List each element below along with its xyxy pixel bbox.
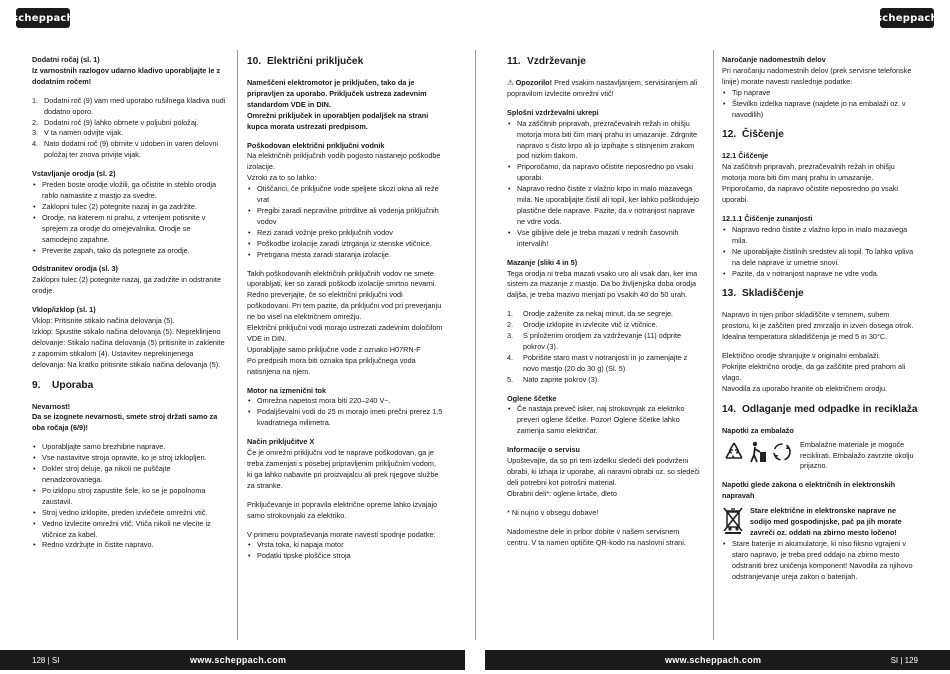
list-item: • Orodje, na katerem ni prahu, z vrtenjem potisnite v sprejem za orodje do omejevalnika. Orodje se samodejno zapahne. [32, 213, 228, 246]
paragraph: Pri naročanju nadomestnih delov (prek servisne telefonske linije) morate navesti naslednje podatke: [722, 65, 912, 86]
paragraph: Tega orodja ni treba mazati vsako uro ali vsak dan, ker ima sistem za mazanje z mastjo. Da bo življenjska doba orodja daljša, je treba mazivo menjati po vsakih 40 do 50 urah. [507, 268, 698, 300]
bullet-list [722, 88, 918, 121]
bullet-list [247, 184, 443, 260]
recycle-arrows-icon [770, 440, 794, 464]
section-title: Naročanje nadomestnih delov [722, 55, 826, 64]
column-2 [247, 55, 443, 570]
list-item: • Omrežna napetost mora biti 220–240 V~. [247, 396, 443, 407]
list-item: • Rezi zaradi vožnje preko priključnih vodov [247, 228, 443, 239]
paragraph: Napravo in njen pribor skladiščite v temnem, suhem prostoru, ki je zaščiten pred zmrzaljo in izven dosega otrok. Idealna temperatura skladiščenja je med 5 in 30°C. [722, 310, 914, 342]
list-item: • Ne uporabljajte čistilnih sredstev ali topil. To lahko vpliva na dele naprave iz umetne snovi. [722, 247, 918, 269]
paragraph: Stare električne in elektronske naprave ne sodijo med gospodinjske, pač pa jih morate zavreči oz. oddati na zbirno mesto ločeno! [750, 506, 902, 537]
paragraph: Na električnih priključnih vodih pogosto nastanejo poškodbe izolacije. [247, 151, 441, 172]
column-4 [722, 55, 918, 591]
column-divider [713, 50, 714, 640]
list-item: • Vse gibljive dele je treba mazati v rednih časovnih intervalih! [507, 228, 703, 250]
list-item: • Preverite zapah, tako da potegnete za orodje. [32, 246, 228, 257]
packaging-note [722, 440, 918, 473]
bullet-list [507, 404, 703, 437]
list-item: 2. Dodatni roč (9) lahko obrnete v poljubni položaj. [32, 117, 199, 127]
section-title: 12.1.1 Čiščenje zunanjosti [722, 213, 813, 223]
paragraph: Embalažne materiale je mogoče reciklirati. Embalažo zavrzite okolju prijazno. [800, 439, 914, 471]
list-item: • Vse nastavitve stroja opravite, ko je stroj izklopljen. [32, 453, 228, 464]
bullet-list [247, 540, 443, 562]
section-title: Način priključitve X [247, 437, 315, 447]
list-item: • Dokler stroj deluje, ga nikoli ne puščajte nenadzorovanega. [32, 464, 228, 486]
footer-right [485, 650, 950, 670]
column-3 [507, 55, 703, 556]
list-item: • Otiščanci, če priključne vode speljete skozi okna ali reže vrat [247, 184, 443, 206]
section-title: Dodatni ročaj (sl. 1) [32, 55, 100, 64]
paragraph: Upoštevajte, da so pri tem izdelku sledeči deli podvrženi obrabi, ki izhaja iz uporabe, ali naravni obrabi oz. so sledeči deli potrebni kot potrošni material. [507, 456, 700, 487]
bullet-list [32, 442, 228, 551]
steps-list [507, 309, 703, 385]
crossed-bin-icon [722, 506, 744, 534]
brand-logo: scheppach [16, 8, 70, 28]
recycle-icon [722, 440, 746, 464]
bullet-list [722, 539, 918, 583]
paragraph: Električni priključni vodi morajo ustrezati zadevnim določilom VDE in DIN. [247, 323, 443, 343]
paragraph: Po predpisih mora biti oznaka tipa priključnega voda natisnjena na njem. [247, 355, 416, 376]
section-title: Motor na izmenični tok [247, 385, 327, 395]
list-item: • Napravo redno čistite z vlažno krpo in malo mazavega mila. [722, 225, 918, 247]
list-item: 3. S priloženim orodjem za vzdrževanje (11) odprite pokrov (3). [507, 331, 682, 351]
bullet-list [32, 180, 228, 256]
page-number: 128 | SI [32, 655, 60, 665]
chapter-heading: 12. Čiščenje [722, 129, 784, 141]
brand-logo: scheppach [880, 8, 934, 28]
weee-note [722, 506, 918, 539]
paragraph: Nadomestne dele in pribor dobite v našem servisnem centru. V ta namen optičite QR-kodo na naslovni strani. [507, 526, 686, 547]
footnote: * Ni nujno v obsegu dobave! [507, 507, 599, 517]
list-item: 1. Orodje zaženite za nekaj minut, da se segreje. [507, 309, 674, 319]
warning-title: Nevarnost! [32, 401, 71, 411]
list-item: • Številko izdelka naprave (najdete jo na embalaži oz. v navodilih) [722, 99, 918, 121]
list-item: • Pregibi zaradi nepravilne pritrditve ali vodenja priključnih vodov [247, 206, 443, 228]
chapter-heading: 13. Skladiščenje [722, 288, 804, 300]
paragraph: Priključevanje in popravila električne opreme lahko izvajajo samo strokovnjaki za elektriko. [247, 499, 438, 520]
paragraph: Izklop: Spustite stikalo načina delovanja (5). Nepreklinjeno delovanje: Stikalo načina delovanja (5) pritisnite in zaklenite z zapornim stikalom (4). Ustavitev neprekinjenega delovanja: Na kratko pritisnite stikalo načina delovanja (5). [32, 326, 225, 369]
list-item: • Uporabljajte samo brezhibne naprave. [32, 442, 228, 453]
website-link[interactable]: www.scheppach.com [190, 655, 287, 665]
paragraph: Če je omrežni priključni vod te naprave poškodovan, ga je treba zamenjati s posebej pripravljenim priključnim vodom, ki ga lahko nabavite pri proizvajalcu ali prek njegove službe za stranke. [247, 448, 439, 490]
list-item: • Pretrgana mesta zaradi staranja izolacije. [247, 250, 443, 261]
paragraph: Omrežni priključek in uporabljen podaljšek na strani kupca morata ustrezati predpisom. [247, 110, 429, 131]
list-item: • Vedno izvlecite omrežni vtič. Vtiča nikoli ne vlecite iz vtičnice za kabel. [32, 519, 228, 541]
list-item: 5. Nato zaprite pokrov (3). [507, 374, 600, 384]
warning-text: Iz varnostnih razlogov udarno kladivo uporabljajte le z dodatnim ročem! [32, 65, 221, 86]
section-title: Vklop/izklop (sl. 1) [32, 305, 96, 315]
chapter-heading: 14. Odlaganje med odpadke in reciklaža [722, 403, 918, 415]
recycling-icons [722, 440, 794, 473]
paragraph: Električno orodje shranjujte v originalni embalaži. [722, 351, 881, 361]
footer-left [0, 650, 465, 670]
paragraph: Uporabljajte samo priključne vode z oznako H07RN-F [247, 344, 421, 354]
list-item: 4. Nato dodatni roč (9) obrnite v udoben in varen delovni položaj ter znova privijte vijak. [32, 139, 219, 160]
section-title: Mazanje (sliki 4 in 5) [507, 257, 578, 267]
chapter-heading: 11. Vzdrževanje [507, 56, 586, 67]
list-item: • Po izklopu stroj zapustite šele, ko se je popolnoma zaustavil. [32, 486, 228, 508]
list-item: 3. V ta namen odvijte vijak. [32, 128, 124, 138]
list-item: • Poškodbe izolacije zaradi iztrganja iz stenske vtičnice. [247, 239, 443, 250]
paragraph: Vzroki za to so lahko: [247, 173, 317, 183]
paragraph: Pokrijte električno orodje, da ga zaščitite pred prahom ali vlago. [722, 362, 906, 382]
section-title: Poškodovan električni priključni vodnik [247, 140, 385, 150]
list-item: • Tip naprave [722, 88, 918, 99]
list-item: • Priporočamo, da napravo očistite neposredno po vsaki uporabi. [507, 162, 703, 184]
paragraph: Nameščeni elektromotor je priključen, tako da je pripravljen za uporabo. Priključek ustreza zadevnim standardom VDE in DIN. [247, 78, 427, 109]
list-item: • Stroj vedno izklopite, preden izvlečete omrežni vtič. [32, 508, 228, 519]
list-item: • Stare baterije in akumulatorje, ki niso fiksno vgrajeni v staro napravo, je treba pred oddajo na zbirno mesto odstraniti brez uničenja komponent! Navodila za njihovo odstranjevanje ureja zakon o baterijah. [722, 539, 918, 583]
page-number: SI | 129 [890, 655, 918, 665]
section-title: Napotki za embalažo [722, 425, 794, 435]
page-gutter [475, 50, 476, 640]
paragraph: Na zaščitnih pripravah, prezračevalnih režah in ohišju motorja mora biti čim manj prahu in umazanije. Priporočamo, da napravo očistite neposredno po vsaki uporabi. [722, 162, 899, 205]
list-item: • Pazite, da v notranjost naprave ne vdre voda. [722, 269, 918, 280]
section-title: Informacije o servisu [507, 445, 580, 455]
steps-list [32, 96, 228, 161]
list-item: 4. Pobrišite staro mast v notranjosti in jo zamenjajte z novo mastjo (20 do 30 g) (Sl. 5) [507, 352, 688, 373]
caution-note: ⚠ Opozorilo! Pred vsakim nastavljanjem, servisiranjem ali popravilom izvlecite omrežni vtič! [507, 78, 698, 98]
paragraph: Redno preverjajte, če so električni priključni vodi poškodovani. Pri tem pazite, da priključni vod pri preverjanju ne bo visel na električnem omrežju. [247, 290, 442, 322]
chapter-heading: 10. Električni priključek [247, 56, 364, 67]
chapter-heading: 9. Uporaba [32, 379, 94, 391]
bullet-list [722, 225, 918, 280]
section-title: Odstranitev orodja (sl. 3) [32, 264, 118, 274]
list-item: • Preden boste orodje vložili, ga očistite in steblo orodja rahlo namastite z mastjo za svedre. [32, 180, 228, 202]
section-title: Vstavljanje orodja (sl. 2) [32, 169, 116, 179]
tidy-man-icon [748, 440, 768, 464]
paragraph: Navodila za uporabo hranite ob električnem orodju. [722, 383, 888, 393]
section-title: 12.1 Čiščenje [722, 151, 769, 161]
paragraph: Obrabni deli*: oglene krtače, dleto [507, 488, 617, 498]
list-item: • Podatki tipske ploščice stroja [247, 551, 443, 562]
column-divider [237, 50, 238, 640]
list-item: 1. Dodatni roč (9) vam med uporabo rušilnega kladiva nudi dodatno oporo. [32, 95, 226, 116]
paragraph: Takih poškodovanih električnih priključnih vodov ne smete uporabljati, ker so zaradi poškodb izolacije smrtno nevarni. [247, 268, 437, 289]
list-item: • Zaklopni tulec (2) potegnite nazaj in ga zadržite. [32, 202, 228, 213]
warning-triangle-icon: ⚠ [507, 78, 514, 87]
list-item: • Vrsta toka, ki napaja motor [247, 540, 443, 551]
section-title: Splošni vzdrževalni ukrepi [507, 107, 599, 117]
paragraph: Vklop: Pritisnite stikalo načina delovanja (5). [32, 316, 175, 326]
section-title: Napotki glede zakona o električnih in elektronskih napravah [722, 480, 896, 501]
section-title: Oglene ščetke [507, 393, 557, 403]
bullet-list [507, 119, 703, 250]
list-item: 2. Orodje izklopite in izvlecite vtič iz vtičnice. [507, 320, 658, 330]
column-1 [32, 55, 228, 559]
list-item: • Če nastaja preveč isker, naj strokovnjak za elektriko preveri oglene ščetke. Pozor! Oglene ščetke lahko zamenja samo električar. [507, 404, 703, 437]
list-item: • Napravo redno čistite z vlažno krpo in malo mazavega mila. Ne uporabljajte čistil ali topil, ker lahko poškodujejo plastične dele naprave. Pazite, da v notranjost naprave ne vdre voda. [507, 184, 703, 228]
list-item: • Podaljševalni vodi do 25 m morajo imeti prečni prerez 1,5 kvadratnega milimetra. [247, 407, 443, 429]
paragraph: V primeru povpraševanja morate navesti spodnje podatke: [247, 529, 436, 539]
list-item: • Na zaščitnih pripravah, prezračevalnih režah in ohišju motorja mora biti čim manj prahu in umazanije. Zdrgnite napravo s čisto krpo ali jo izpihajte s stisnjenim zrakom pod nizkim tlakom. [507, 119, 703, 163]
paragraph: Zaklopni tulec (2) potegnite nazaj, ga zadržite in odstranite orodje. [32, 275, 222, 296]
website-link[interactable]: www.scheppach.com [665, 655, 762, 665]
bullet-list [247, 396, 443, 429]
list-item: • Redno vzdržujte in čistite napravo. [32, 540, 228, 551]
warning-text: Da se izognete nevarnosti, smete stroj držati samo za oba ročaja (6/9)! [32, 412, 218, 433]
